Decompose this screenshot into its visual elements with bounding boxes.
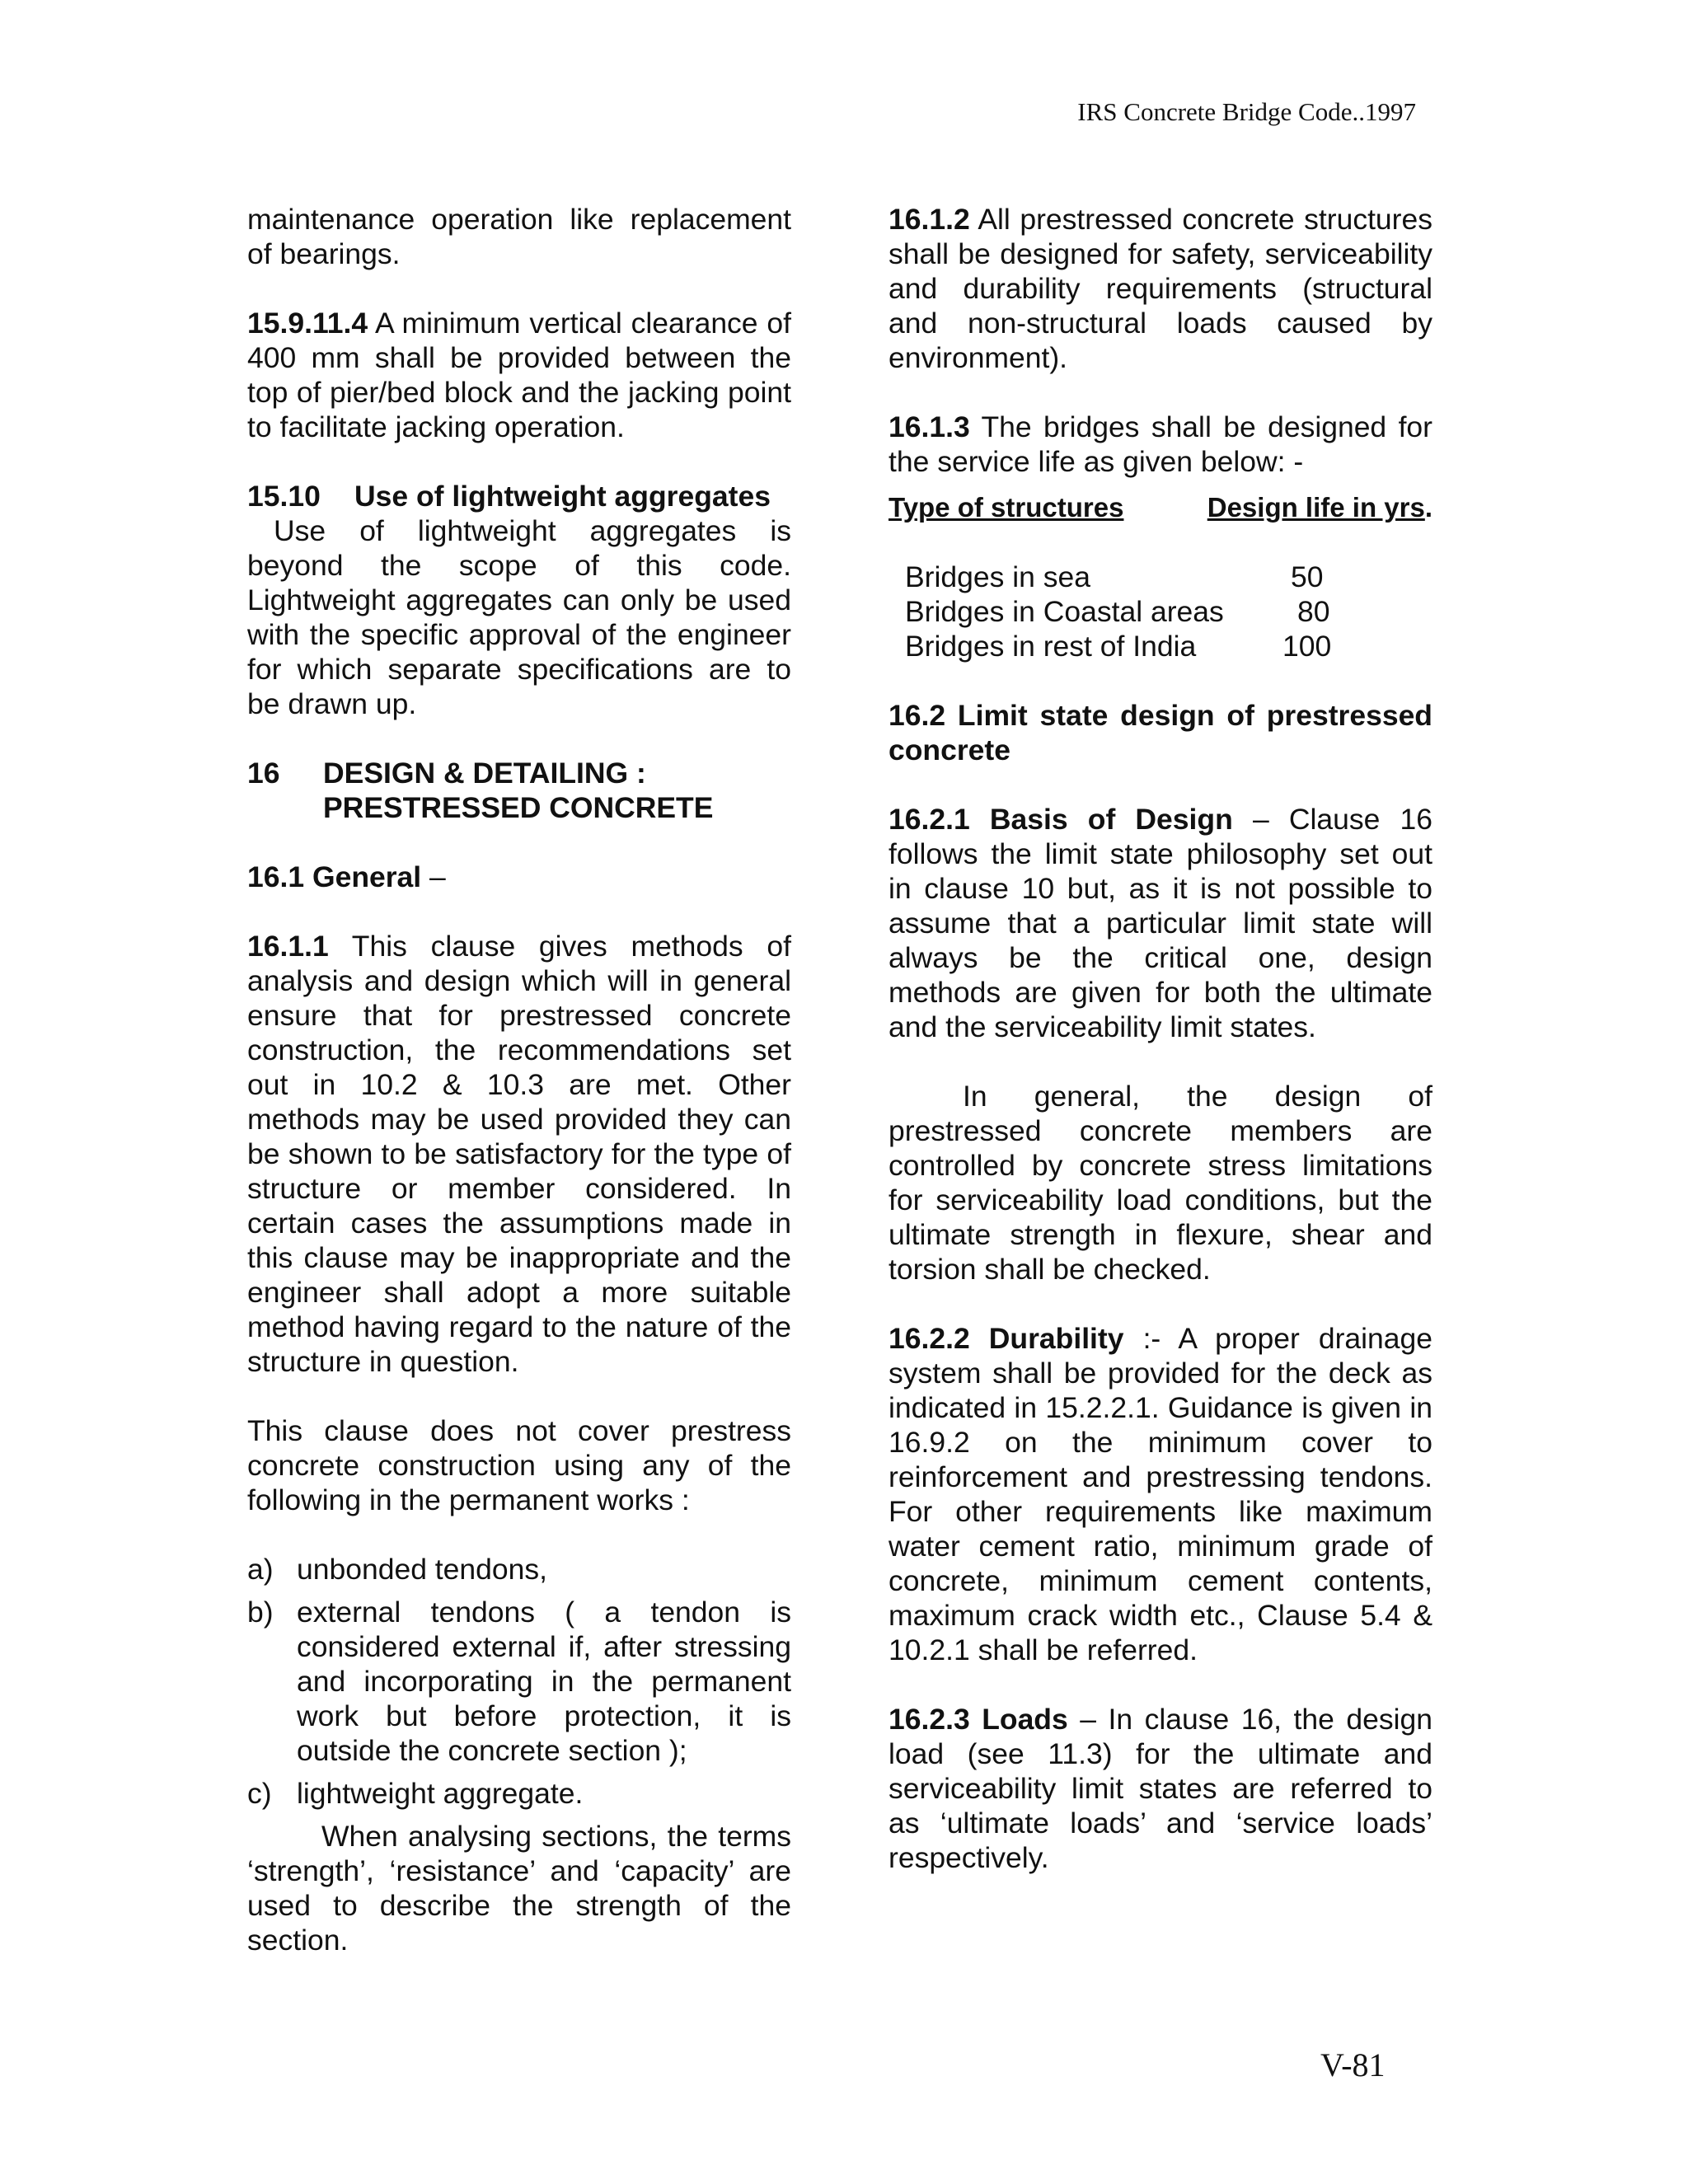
- clause-text: – In clause 16, the design load (see 11.3) for the ultimate and serviceability limit states are referred to as ‘ultimate loads’ and ‘service loads’ respectively.: [889, 1703, 1432, 1874]
- cell-type: Bridges in Coastal areas: [905, 595, 1224, 628]
- column-header-life-text: Design life in yrs: [1207, 492, 1425, 523]
- heading-text: 16.2 Limit state design of prestressed concrete: [889, 699, 1432, 766]
- paragraph-lightweight: Use of lightweight aggregates is beyond the scope of this code. Lightweight aggregates can only be used with the specific approval of the engineer for which separate specifications are to be drawn up.: [247, 514, 791, 720]
- cell-years: 80: [1297, 595, 1330, 628]
- clause-15-9-11-4: [247, 306, 791, 444]
- clause-16-1-3: [889, 410, 1432, 479]
- list-text: external tendons ( a tendon is considered external if, after stressing and incorporating in the permanent work but before protection, it is outside the concrete section );: [297, 1596, 791, 1767]
- heading-line-2: PRESTRESSED CONCRETE: [323, 791, 714, 824]
- clause-number: 16.1.1: [247, 930, 329, 963]
- heading-text: Use of lightweight aggregates: [354, 480, 771, 513]
- heading-text-block: [323, 756, 713, 825]
- heading-16: [247, 756, 791, 825]
- clause-16-1-2: [889, 202, 1432, 375]
- clause-number: 16.2.2: [889, 1322, 970, 1355]
- clause-number: 16.2.3: [889, 1703, 970, 1736]
- service-life-table-header: [889, 490, 1432, 525]
- table-row: [889, 560, 1432, 594]
- paragraph-in-general: In general, the design of prestressed concrete members are controlled by concrete stress limitations for serviceability load conditions, but the ultimate strength in flexure, shear and torsion shall be checked.: [889, 1080, 1432, 1286]
- list-item: [247, 1595, 791, 1768]
- exclusion-list: [247, 1552, 791, 1811]
- clause-number: 15.9.11.4: [247, 307, 368, 340]
- table-row: [889, 594, 1432, 629]
- clause-text: All prestressed concrete structures shall be designed for safety, serviceability and durability requirements (structural and non-structural loads caused by environment).: [889, 203, 1432, 374]
- heading-number: 16: [247, 757, 280, 790]
- clause-16-2-1: [889, 802, 1432, 1044]
- list-key: b): [247, 1596, 274, 1629]
- left-column: [247, 202, 791, 1992]
- heading-text: 16.1 General: [247, 860, 422, 893]
- list-text: lightweight aggregate.: [297, 1777, 584, 1810]
- list-key: a): [247, 1553, 274, 1586]
- clause-number: 16.1.3: [889, 410, 970, 443]
- cell-type: Bridges in sea: [905, 560, 1090, 593]
- clause-16-2-3: [889, 1702, 1432, 1875]
- clause-text: – Clause 16 follows the limit state philosophy set out in clause 10 but, as it is not possible to assume that a particular limit state will always be the critical one, design methods are given for both the ultimate and the serviceability limit states.: [889, 803, 1432, 1043]
- clause-title: Loads: [969, 1703, 1068, 1736]
- paragraph-bearings: maintenance operation like replacement of bearings.: [247, 203, 791, 270]
- clause-text: A minimum vertical clearance of 400 mm shall be provided between the top of pier/bed block and the jacking point to facilitate jacking operation.: [247, 307, 791, 443]
- clause-title: Basis of Design: [969, 803, 1233, 836]
- clause-title: Durability: [969, 1322, 1124, 1355]
- clause-16-2-2: [889, 1321, 1432, 1667]
- clause-text: This clause gives methods of analysis and design which will in general ensure that for prestressed concrete construction, the recommendations set out in 10.2 & 10.3 are met. Other methods may be used provided they can be shown to be satisfactory for the type of structure or member considered. In certain cases the assumptions made in this clause may be inappropriate and the engineer shall adopt a more suitable method having regard to the nature of the structure in question.: [247, 930, 791, 1378]
- clause-number: 16.2.1: [889, 803, 970, 836]
- clause-number: 16.1.2: [889, 203, 970, 236]
- clause-text: The bridges shall be designed for the service life as given below: -: [889, 410, 1432, 478]
- list-text: unbonded tendons,: [297, 1553, 548, 1586]
- right-column: [889, 202, 1432, 1910]
- heading-line-1: DESIGN & DETAILING :: [323, 757, 646, 790]
- heading-number: 15.10: [247, 480, 321, 513]
- heading-16-2: [889, 698, 1432, 767]
- clause-16-1-1: [247, 929, 791, 1379]
- heading-16-1: [247, 860, 791, 894]
- table-row: [889, 629, 1432, 663]
- list-item: [247, 1552, 791, 1586]
- clause-text: :- A proper drainage system shall be provided for the deck as indicated in 15.2.2.1. Guidance is given in 16.9.2 on the minimum cover to reinforcement and prestressing tendons. For other requirements like maximum water cement ratio, minimum grade of concrete, minimum cement contents, maximum crack width etc., Clause 5.4 & 10.2.1 shall be referred.: [889, 1322, 1432, 1666]
- paragraph-when-analysing: When analysing sections, the terms ‘strength’, ‘resistance’ and ‘capacity’ are used to describe the strength of the section.: [247, 1820, 791, 1957]
- cell-years: 100: [1282, 630, 1332, 663]
- list-item: [247, 1776, 791, 1811]
- heading-15-10: [247, 479, 791, 513]
- running-header: IRS Concrete Bridge Code..1997: [1077, 97, 1416, 126]
- cell-type: Bridges in rest of India: [905, 630, 1197, 663]
- column-header-life: [1207, 490, 1432, 525]
- list-key: c): [247, 1777, 272, 1810]
- page-number: V-81: [1320, 2046, 1386, 2083]
- column-header-type: Type of structures: [889, 492, 1124, 523]
- column-header-life-suffix: .: [1424, 492, 1432, 523]
- cell-years: 50: [1291, 560, 1324, 593]
- heading-dash: –: [421, 860, 446, 893]
- paragraph-not-cover: This clause does not cover prestress concrete construction using any of the following in the permanent works :: [247, 1414, 791, 1516]
- service-life-table: [889, 560, 1432, 663]
